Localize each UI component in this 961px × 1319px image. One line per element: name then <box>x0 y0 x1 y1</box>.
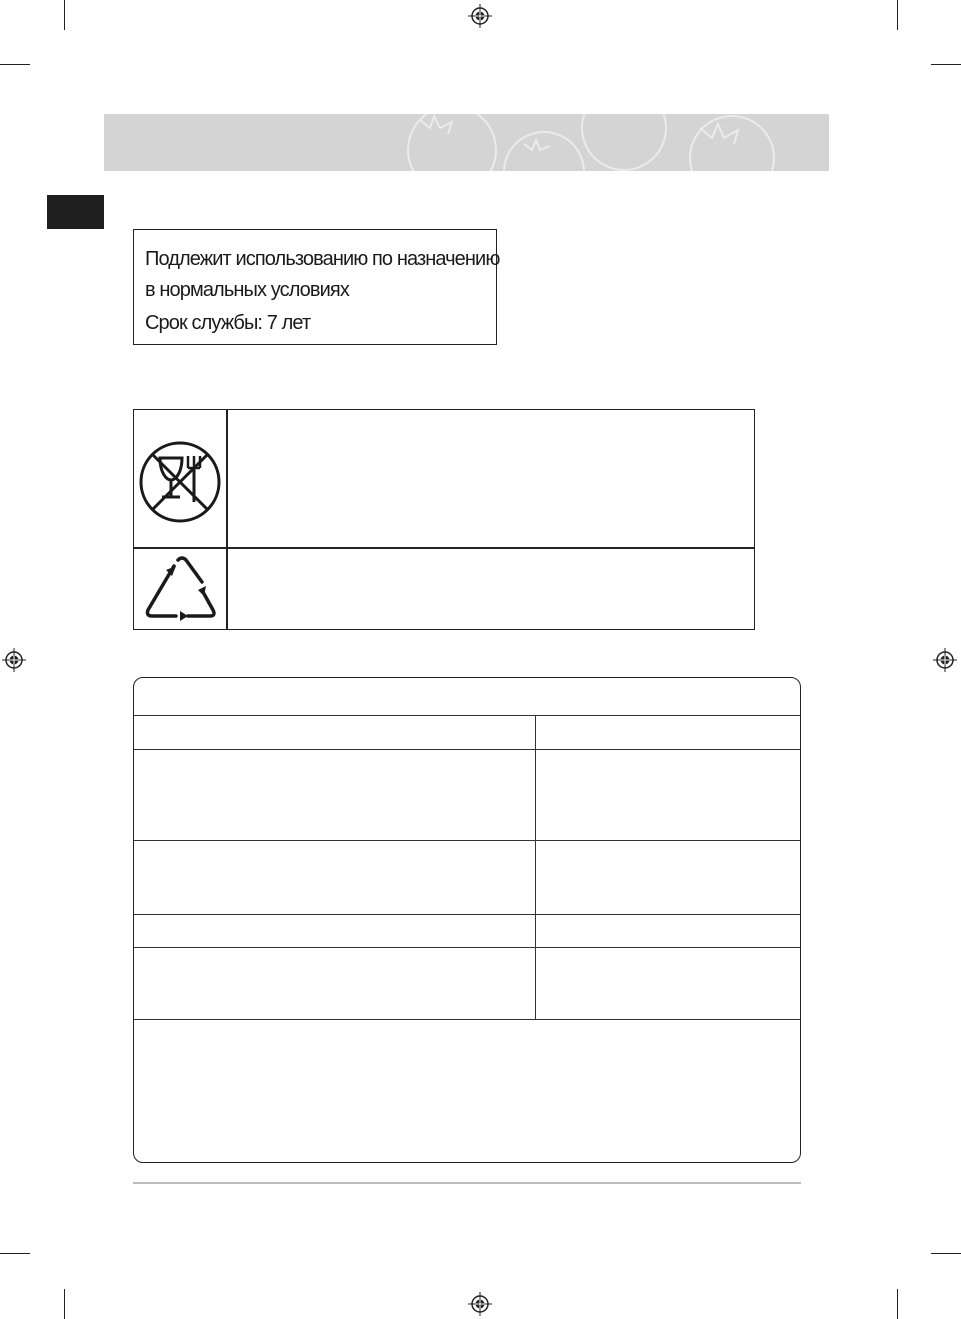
crop-mark <box>0 64 30 65</box>
header-band <box>104 114 829 171</box>
registration-crosshair-icon <box>2 648 26 672</box>
service-life-box <box>133 229 500 345</box>
crop-mark <box>897 1289 898 1319</box>
registration-crosshair-icon <box>468 1292 492 1316</box>
not-for-food-contact-icon <box>138 440 222 524</box>
table-divider <box>134 749 800 750</box>
table-divider <box>134 715 800 716</box>
specifications-table <box>133 677 801 1163</box>
table-divider <box>134 547 754 549</box>
tomato-outline-icon <box>104 114 829 171</box>
symbols-table <box>133 409 755 630</box>
crop-mark <box>64 0 65 30</box>
crop-mark <box>64 1289 65 1319</box>
service-life-line-1: Подлежит использованию по назначению <box>145 248 500 270</box>
recycling-arrows-icon <box>144 556 218 624</box>
crop-mark <box>931 64 961 65</box>
table-divider <box>226 410 228 629</box>
service-life-line-2: в нормальных условиях <box>145 279 349 301</box>
registration-crosshair-icon <box>468 4 492 28</box>
footer-rule <box>133 1182 801 1184</box>
crop-mark <box>931 1253 961 1254</box>
language-tab <box>47 195 104 229</box>
table-divider <box>134 1019 800 1020</box>
crop-mark <box>0 1253 30 1254</box>
table-divider <box>134 947 800 948</box>
table-divider <box>134 914 800 915</box>
column-divider <box>535 715 536 1019</box>
registration-crosshair-icon <box>933 648 957 672</box>
service-life-line-3: Срок службы: 7 лет <box>145 312 311 334</box>
table-divider <box>134 840 800 841</box>
crop-mark <box>897 0 898 30</box>
